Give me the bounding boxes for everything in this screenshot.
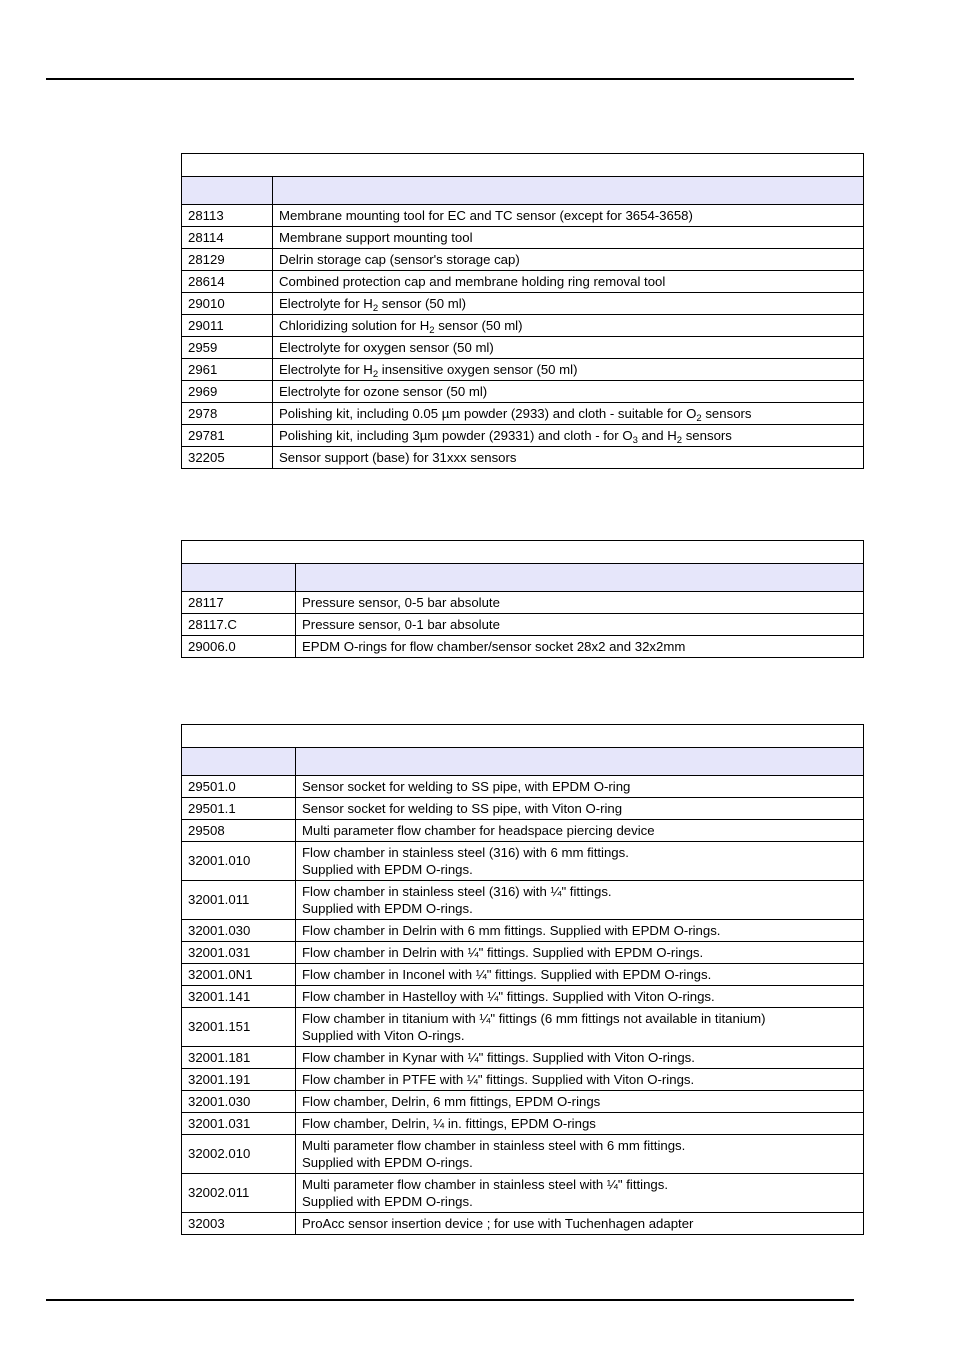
- subscript: 2: [372, 302, 379, 314]
- table-row: [182, 592, 864, 614]
- description-text: Membrane mounting tool for EC and TC sensor (except for 3654-3658): [279, 207, 693, 223]
- table-caption-row: [182, 154, 864, 177]
- description-cell: [296, 1047, 864, 1069]
- part-number-cell: 32001.030: [182, 920, 296, 942]
- subscript: 2: [676, 434, 683, 446]
- description-text: Flow chamber in Inconel with ¼" fittings. Supplied with EPDM O-rings.: [302, 966, 712, 982]
- table-row: [182, 1113, 864, 1135]
- table-row: [182, 842, 864, 881]
- description-text: Flow chamber in Hastelloy with ¼" fittings. Supplied with Viton O-rings.: [302, 988, 715, 1004]
- part-number-cell: 28114: [182, 227, 273, 249]
- column-header-part-number: [182, 748, 296, 776]
- description-cell: [296, 920, 864, 942]
- description-text: Flow chamber in Delrin with 6 mm fittings. Supplied with EPDM O-rings.: [302, 922, 721, 938]
- part-number-cell: 32001.0N1: [182, 964, 296, 986]
- description-cell: [273, 227, 864, 249]
- table-row: [182, 820, 864, 842]
- description-text: ProAcc sensor insertion device ; for use with Tuchenhagen adapter: [302, 1215, 694, 1231]
- table-row: [182, 425, 864, 447]
- description-cell: [273, 381, 864, 403]
- table-row: [182, 315, 864, 337]
- part-number-cell: 32001.191: [182, 1069, 296, 1091]
- part-number-cell: 32002.011: [182, 1174, 296, 1213]
- description-cell: [273, 425, 864, 447]
- description-cell: [273, 359, 864, 381]
- part-number-cell: 32001.031: [182, 1113, 296, 1135]
- description-cell: [296, 964, 864, 986]
- part-number-cell: 28614: [182, 271, 273, 293]
- part-number-cell: 29501.0: [182, 776, 296, 798]
- table-row: [182, 776, 864, 798]
- column-header-description: [273, 177, 864, 205]
- part-number-cell: 2961: [182, 359, 273, 381]
- part-number-cell: 29501.1: [182, 798, 296, 820]
- part-number-cell: 32001.141: [182, 986, 296, 1008]
- table-row: [182, 1091, 864, 1113]
- description-text: and H: [637, 427, 677, 443]
- description-text: Flow chamber in stainless steel (316) with 6 mm fittings. Supplied with EPDM O-rings.: [302, 844, 629, 877]
- table-row: [182, 447, 864, 469]
- table-row: [182, 227, 864, 249]
- description-text: Sensor socket for welding to SS pipe, with Viton O-ring: [302, 800, 623, 816]
- table-row: [182, 271, 864, 293]
- description-text: sensors: [682, 427, 732, 443]
- table-caption: [182, 154, 864, 177]
- description-text: Sensor support (base) for 31xxx sensors: [279, 449, 517, 465]
- table-row: [182, 1135, 864, 1174]
- description-cell: [273, 315, 864, 337]
- table-header-row: [182, 564, 864, 592]
- description-cell: [273, 403, 864, 425]
- description-cell: [273, 205, 864, 227]
- description-text: Flow chamber in stainless steel (316) with ¼" fittings. Supplied with EPDM O-rings.: [302, 883, 612, 916]
- part-number-cell: 32001.030: [182, 1091, 296, 1113]
- parts-table-1: [181, 153, 864, 469]
- description-text: Pressure sensor, 0-5 bar absolute: [302, 594, 500, 610]
- table-row: [182, 964, 864, 986]
- part-number-cell: 2959: [182, 337, 273, 359]
- part-number-cell: 32001.181: [182, 1047, 296, 1069]
- table-caption: [182, 541, 864, 564]
- description-text: Membrane support mounting tool: [279, 229, 473, 245]
- description-text: Flow chamber in PTFE with ¼" fittings. Supplied with Viton O-rings.: [302, 1071, 695, 1087]
- part-number-cell: 28113: [182, 205, 273, 227]
- description-cell: [296, 776, 864, 798]
- description-text: Combined protection cap and membrane holding ring removal tool: [279, 273, 666, 289]
- description-text: Flow chamber, Delrin, 6 mm fittings, EPDM O-rings: [302, 1093, 601, 1109]
- subscript: 3: [632, 434, 638, 446]
- description-text: Multi parameter flow chamber in stainless steel with ¼" fittings. Supplied with EPDM O-rings.: [302, 1176, 669, 1209]
- table-header-row: [182, 748, 864, 776]
- description-cell: [296, 1008, 864, 1047]
- table-caption-row: [182, 725, 864, 748]
- part-number-cell: 32001.010: [182, 842, 296, 881]
- description-text: EPDM O-rings for flow chamber/sensor socket 28x2 and 32x2mm: [302, 638, 686, 654]
- part-number-cell: 29508: [182, 820, 296, 842]
- description-text: sensor (50 ml): [378, 295, 467, 311]
- table-row: [182, 881, 864, 920]
- description-cell: [296, 1069, 864, 1091]
- column-header-part-number: [182, 564, 296, 592]
- table-row: [182, 337, 864, 359]
- description-text: Delrin storage cap (sensor's storage cap): [279, 251, 520, 267]
- part-number-cell: 32205: [182, 447, 273, 469]
- description-cell: [296, 942, 864, 964]
- table-row: [182, 205, 864, 227]
- table-row: [182, 1174, 864, 1213]
- description-cell: [296, 1091, 864, 1113]
- table-header-row: [182, 177, 864, 205]
- part-number-cell: 32001.151: [182, 1008, 296, 1047]
- part-number-cell: 28117.C: [182, 614, 296, 636]
- description-cell: [296, 592, 864, 614]
- part-number-cell: 32003: [182, 1213, 296, 1235]
- part-number-cell: 28117: [182, 592, 296, 614]
- column-header-description: [296, 564, 864, 592]
- description-cell: [296, 636, 864, 658]
- part-number-cell: 32001.011: [182, 881, 296, 920]
- description-text: Sensor socket for welding to SS pipe, with EPDM O-ring: [302, 778, 631, 794]
- table-row: [182, 920, 864, 942]
- part-number-cell: 29010: [182, 293, 273, 315]
- table-row: [182, 1069, 864, 1091]
- description-text: Polishing kit, including 0.05 µm powder (2933) and cloth - suitable for O: [279, 405, 697, 421]
- subscript: 2: [429, 324, 435, 336]
- parts-table-3: [181, 724, 864, 1235]
- description-text: Multi parameter flow chamber for headspace piercing device: [302, 822, 655, 838]
- description-cell: [273, 293, 864, 315]
- table-row: [182, 293, 864, 315]
- description-text: Flow chamber in Delrin with ¼" fittings. Supplied with EPDM O-rings.: [302, 944, 704, 960]
- table-row: [182, 636, 864, 658]
- column-header-description: [296, 748, 864, 776]
- description-text: Flow chamber, Delrin, ¼ in. fittings, EPDM O-rings: [302, 1115, 596, 1131]
- column-header-part-number: [182, 177, 273, 205]
- part-number-cell: 32001.031: [182, 942, 296, 964]
- description-cell: [296, 820, 864, 842]
- part-number-cell: 29781: [182, 425, 273, 447]
- description-cell: [296, 1135, 864, 1174]
- description-cell: [296, 1113, 864, 1135]
- part-number-cell: 28129: [182, 249, 273, 271]
- part-number-cell: 29011: [182, 315, 273, 337]
- table-row: [182, 249, 864, 271]
- table-row: [182, 381, 864, 403]
- table-row: [182, 942, 864, 964]
- description-text: Electrolyte for ozone sensor (50 ml): [279, 383, 488, 399]
- description-text: Multi parameter flow chamber in stainless steel with 6 mm fittings. Supplied with EPDM O-rings.: [302, 1137, 686, 1170]
- description-cell: [273, 337, 864, 359]
- description-cell: [273, 271, 864, 293]
- table-row: [182, 986, 864, 1008]
- description-text: Pressure sensor, 0-1 bar absolute: [302, 616, 500, 632]
- table-row: [182, 1047, 864, 1069]
- description-text: Polishing kit, including 3µm powder (29331) and cloth - for O: [279, 427, 633, 443]
- description-cell: [296, 614, 864, 636]
- part-number-cell: 32002.010: [182, 1135, 296, 1174]
- table-row: [182, 359, 864, 381]
- part-number-cell: 2978: [182, 403, 273, 425]
- parts-table-2: [181, 540, 864, 658]
- table-row: [182, 403, 864, 425]
- table-row: [182, 1008, 864, 1047]
- description-text: Chloridizing solution for H: [279, 317, 430, 333]
- description-cell: [296, 798, 864, 820]
- part-number-cell: 2969: [182, 381, 273, 403]
- table-caption-row: [182, 541, 864, 564]
- header-rule: [46, 78, 854, 80]
- description-cell: [296, 881, 864, 920]
- description-text: insensitive oxygen sensor (50 ml): [378, 361, 578, 377]
- description-text: Flow chamber in titanium with ¼" fittings (6 mm fittings not available in titanium) Supplied with Viton O-rings.: [302, 1010, 766, 1043]
- table-row: [182, 798, 864, 820]
- table-row: [182, 614, 864, 636]
- part-number-cell: 29006.0: [182, 636, 296, 658]
- footer-rule: [46, 1299, 854, 1301]
- description-cell: [273, 249, 864, 271]
- table-row: [182, 1213, 864, 1235]
- description-text: Electrolyte for H: [279, 361, 373, 377]
- description-cell: [296, 842, 864, 881]
- description-text: Electrolyte for oxygen sensor (50 ml): [279, 339, 494, 355]
- subscript: 2: [372, 368, 379, 380]
- description-cell: [296, 986, 864, 1008]
- description-cell: [296, 1213, 864, 1235]
- description-text: Electrolyte for H: [279, 295, 373, 311]
- subscript: 2: [696, 412, 702, 424]
- description-text: Flow chamber in Kynar with ¼" fittings. Supplied with Viton O-rings.: [302, 1049, 695, 1065]
- description-text: sensor (50 ml): [434, 317, 523, 333]
- table-caption: [182, 725, 864, 748]
- description-text: sensors: [701, 405, 752, 421]
- description-cell: [273, 447, 864, 469]
- description-cell: [296, 1174, 864, 1213]
